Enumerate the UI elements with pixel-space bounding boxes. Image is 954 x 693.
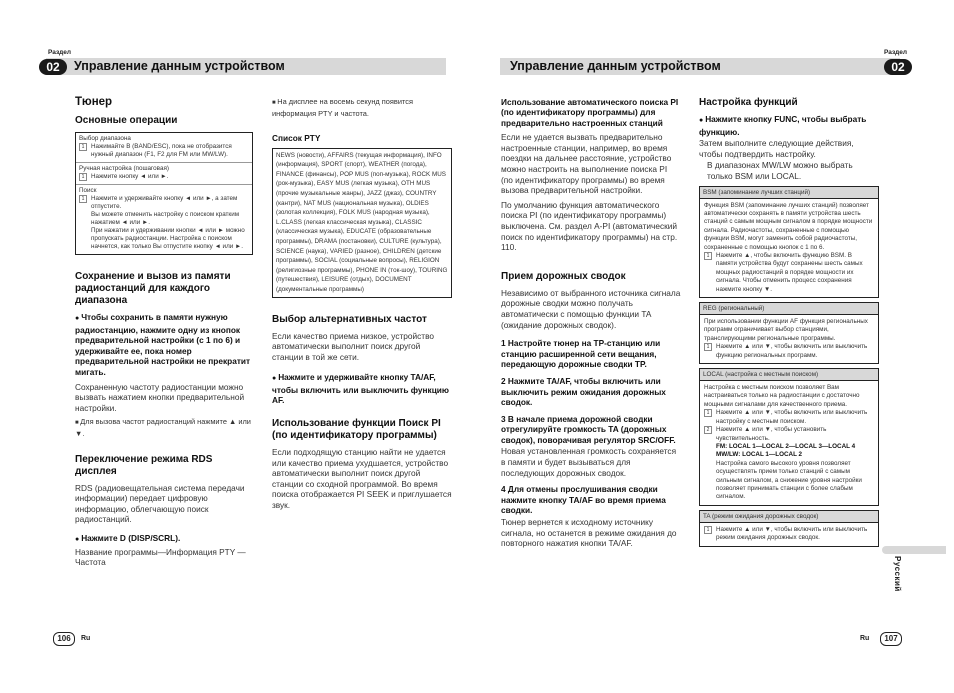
seek-step: Нажмите и удерживайте кнопку ◄ или ►, а затем отпустите. [91,195,238,210]
pi-seek-text: Если подходящую станцию найти не удается или качество приема ухудшается, устройство автоматически выполнит поиск другой станции со сходной программой. Во время поиска отображается PI SEEK и приглушается звук. [272,447,452,511]
reg-header: REG (региональный) [700,303,878,314]
step-marker: 1 [704,526,712,534]
reg-description: При использовании функции AF функция региональных программ ограничивает выбор станциями, транслирующими региональные программы. [704,318,868,342]
local-step-2-text: Настройка самого высокого уровня позволяет осуществлять прием только станций с самым сильным сигналом, а снижение уровня настройки позволяет принимать станции с более слабым сигналом. [716,459,862,501]
pty-list-box: NEWS (новости), AFFAIRS (текущая информация), INFO (информация), SPORT (спорт), WEATHER (погода), FINANCE (финансы), POP MUS (поп-музыка), ROCK MUS (рок-музыка), EASY MUS (легкая музыка), OTH MUS (прочие музыкальные жанры), JAZZ (джаз), COUNTRY (кантри), NAT MUS (национальная музыка), OLDIES (золотая коллекция), FOLK MUS (народная музыка), L.CLASS (легкая классическая музыка), CLASSIC (классическая музыка), EDUCATE (образовательные программы), DRAMA (постановки), CULTURE (культура), SCIENCE (наука), VARIED (разное), CHILDREN (детские программы), SOCIAL (социальные вопросы), RELIGION (религиозные программы), PHONE IN (ток-шоу), TOURING (путешествия), LEISURE (отдых), DOCUMENT (документальные программы) [272,148,452,298]
section-label-left: Раздел [48,49,72,56]
column-3 [501,97,681,553]
basic-operations-table [75,132,253,255]
alt-freq-instruction: ● Нажмите и удерживайте кнопку TA/AF, чтобы включить или выключить функцию AF. [272,372,452,406]
ta-header: TA (режим ожидания дорожных сводок) [700,511,878,522]
lang-code-right: Ru [860,635,870,642]
step-marker: 2 [704,426,712,434]
seek-cell [76,185,252,254]
step-marker: 1 [704,409,712,417]
local-step-1: Нажмите ▲ или ▼, чтобы включить или выключить настройку с местным поиском. [716,409,868,425]
rds-sequence: Название программы—Информация PTY —Частота [75,546,246,568]
traffic-step-4-text: Тюнер вернется к исходному источнику сигнала, но останется в режиме ожидания до повторного нажатия кнопки TA/AF. [501,517,677,549]
step-marker: 1 [79,143,87,151]
page-number-right: 107 [880,632,902,646]
page-title-right: Управление данным устройством [510,59,721,73]
band-select-cell [76,133,252,163]
seek-title: Поиск [79,187,97,194]
ta-step: Нажмите ▲ или ▼, чтобы включить или выключить режим ожидания дорожных сводок. [716,525,868,542]
store-note: ■ Для вызова частот радиостанций нажмите ▲ или ▼. [75,417,253,439]
bsm-description: Функция BSM (запоминание лучших станций) позволяет автоматически сохранять в памяти устройства шесть станций с самым мощным сигналом в порядке мощности сигнала. Радиочастоты, сохраненные с помощью функции BSM, могут заменить собой радиочастоты, сохраненные с помощью кнопок с 1 по 6. [704,201,873,251]
heading-pty-list: Список PTY [272,133,321,144]
manual-tuning-step: Нажмите кнопку ◄ или ►. [91,173,169,180]
heading-tuner: Тюнер [75,96,113,108]
heading-function-settings: Настройка функций [699,97,798,108]
band-select-step: Нажимайте B (BAND/ESC), пока не отобразится нужный диапазон (F1, F2 для FM или MW/LW). [91,143,232,158]
local-description: Настройка с местным поиском позволяет Вам настраиваться только на радиостанции с достаточно мощными сигналами для качественного приема. [704,384,860,408]
traffic-step-1: 1 Настройте тюнер на TP-станцию или станцию расширенной сети вещания, передающую дорожные сводки TP. [501,338,661,370]
traffic-step-3: 3 В начале приема дорожной сводки отрегулируйте громкость TA (дорожных сводок), поворачивая регулятор SRC/OFF. [501,413,676,445]
seek-note-1: Вы можете отменить настройку с поиском кратким нажатием ◄ или ►. [91,211,240,226]
column-4 [699,97,879,547]
bsm-body [700,198,878,297]
page-number-left: 106 [53,632,75,646]
section-label-right: Раздел [884,49,908,56]
local-box [699,368,879,506]
traffic-text: Независимо от выбранного источника сигнала дорожные сводки можно получать автоматически с помощью функции TA (ожидание дорожных сводок). [501,287,681,330]
heading-alt-freq: Выбор альтернативных частот [272,313,427,325]
language-side-tab [882,546,946,554]
heading-rds-display: Переключение режима RDS дисплея [75,453,213,477]
reg-box [699,302,879,364]
page-title-left: Управление данным устройством [74,59,285,73]
alt-freq-text: Если качество приема низкое, устройство автоматически выполнит поиск другой станции в той же сети. [272,330,435,362]
language-side-label: Русский [893,556,902,592]
column-2 [272,97,452,515]
auto-pi-text: Если не удается вызвать предварительно настроенные станции, например, во время поездки на дальнее расстояние, устройство можно настроить на выполнение поиска PI (по идентификатору программы) во время вызова предварительной настройки. [501,132,672,196]
local-body [700,380,878,505]
bsm-step: Нажмите ▲, чтобы включить функцию BSM. В памяти устройства будут сохранены шесть самых мощных радиостанций в порядке мощности их сигнала. Чтобы отменить процесс сохранения нажмите кнопку ▼. [716,252,863,293]
column-1 [75,96,253,572]
rds-instruction: ● Нажмите D (DISP/SCRL). [75,533,253,546]
traffic-step-2: 2 Нажмите TA/AF, чтобы включить или выключить режим ожидания дорожных сводок. [501,375,666,408]
chapter-number-right: 02 [884,59,912,75]
rds-text: RDS (радиовещательная система передачи информации) передает цифровую информацию, облегчающую поиск радиостанций. [75,482,245,525]
step-marker: 1 [704,343,712,351]
heading-traffic: Прием дорожных сводок [501,270,626,282]
lang-code-left: Ru [81,635,91,642]
traffic-step-3-text: Новая установленная громкость сохраняется в памяти и будет вызываться для последующих дорожных сводок. [501,446,677,478]
heading-basic-operations: Основные операции [75,115,178,126]
heading-auto-pi: Использование автоматического поиска PI (по идентификатору программы) для предварительно настроенных станций [501,97,679,128]
store-text: Сохраненную частоту радиостанции можно вызвать нажатием кнопки предварительной настройки. [75,381,245,413]
local-fm-levels: FM: LOCAL 1—LOCAL 2—LOCAL 3—LOCAL 4 [716,442,856,450]
step-marker: 1 [79,195,87,203]
store-instruction: ● Чтобы сохранить в памяти нужную радиостанцию, нажмите одну из кнопок предварительной настройки (с 1 по 6) и удерживайте ее, пока номер предварительной настройки не прекратит мигать. [75,312,253,378]
chapter-number-left: 02 [39,59,67,75]
manual-tuning-title: Ручная настройка (пошаговая) [79,165,169,172]
reg-body [700,314,878,363]
seek-note-2: При нажатии и удерживании кнопки ◄ или ► можно пропускать радиостанции. Настройка с поиском начнется, как только Вы отпустите кнопку ◄ или ►. [91,227,245,250]
step-marker: 1 [79,173,87,181]
local-step-2: Нажмите ▲ или ▼, чтобы установить чувствительность. [716,426,827,442]
bsm-header: BSM (запоминание лучших станций) [700,187,878,198]
ta-box [699,510,879,547]
step-marker: 1 [704,252,712,260]
function-note: В диапазонах MW/LW можно выбрать только BSM или LOCAL. [707,160,853,181]
function-instruction: ● Нажмите кнопку FUNC, чтобы выбрать функцию. [699,114,879,137]
bsm-box [699,186,879,298]
local-header: LOCAL (настройка с местным поиском) [700,369,878,380]
band-select-title: Выбор диапазона [79,135,131,142]
pty-display-note: ■ На дисплее на восемь секунд появится информация PTY и частота. [272,97,452,119]
auto-pi-note: По умолчанию функция автоматического поиска PI (по идентификатору программы) выключена. См. раздел A-PI (автоматический поиск по идентификатору программы) на стр. 110. [501,199,678,253]
function-text: Затем выполните следующие действия, чтобы подтвердить настройку. [699,138,854,159]
local-mw-levels: MW/LW: LOCAL 1—LOCAL 2 [716,451,803,459]
traffic-step-4: 4 Для отмены прослушивания сводки нажмите кнопку TA/AF во время приема сводки. [501,484,666,516]
manual-tuning-cell [76,163,252,185]
ta-body [700,522,878,546]
reg-step: Нажмите ▲ или ▼, чтобы включить или выключить функцию региональных программ. [716,343,868,359]
heading-pi-seek: Использование функции Поиск PI (по идентификатору программы) [272,418,441,442]
heading-store-recall: Сохранение и вызов из памяти радиостанций для каждого диапазона [75,271,231,306]
